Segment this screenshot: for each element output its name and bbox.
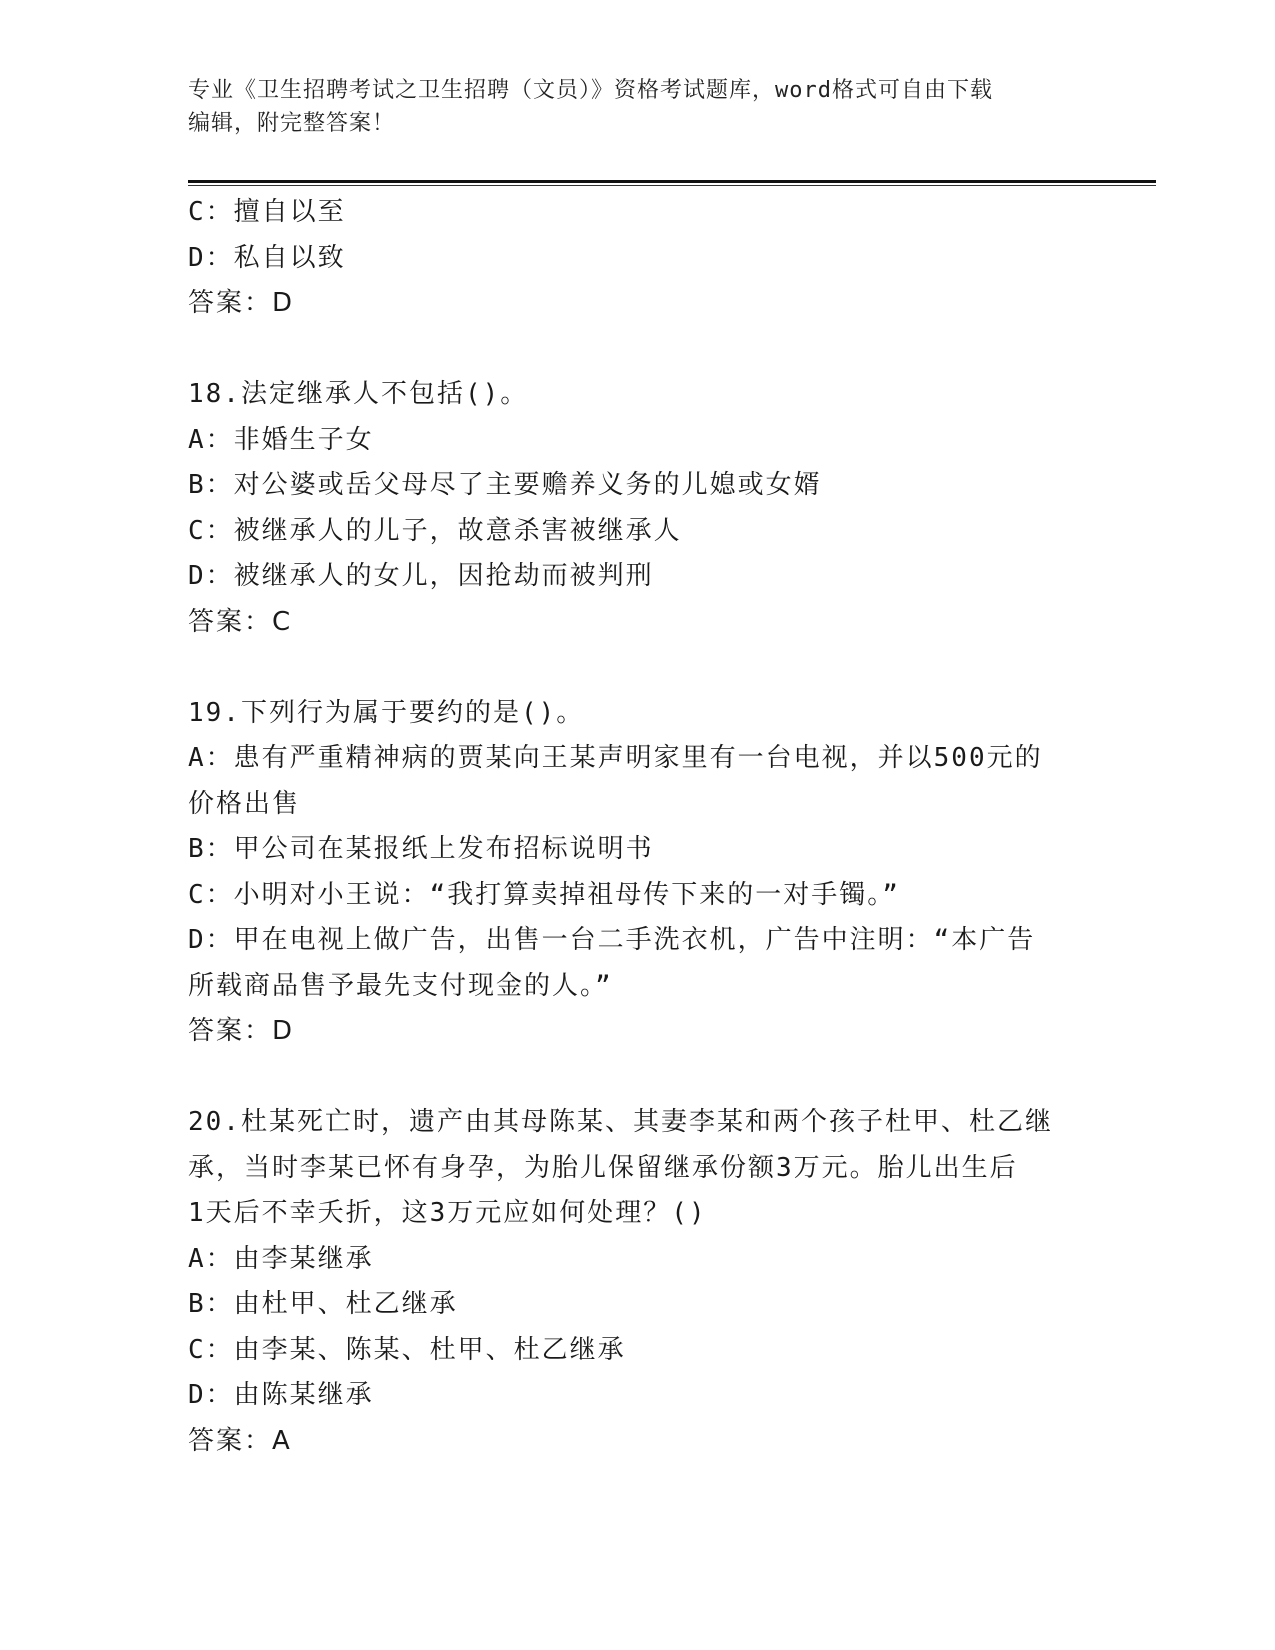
answer-line: 答案：D (188, 288, 295, 318)
option-line: A：非婚生子女 (188, 424, 374, 455)
header-line-2: 编辑，附完整答案！ (188, 111, 396, 136)
question-18 (188, 372, 1078, 645)
option-line: A：由李某继承 (188, 1243, 374, 1274)
answer-line: 答案：D (188, 1016, 295, 1046)
spacer (188, 645, 1078, 691)
spacer (188, 1055, 1078, 1101)
option-line: D：由陈某继承 (188, 1380, 374, 1410)
option-line: B：对公婆或岳父母尽了主要赡养义务的儿媳或女婿 (188, 470, 822, 500)
option-line: 价格出售 (188, 788, 301, 819)
question-stem: 19.下列行为属于要约的是()。 (188, 697, 585, 728)
option-line: D：私自以致 (188, 242, 346, 273)
option-line: 所载商品售予最先支付现金的人。” (188, 970, 613, 1001)
page-header (188, 74, 1088, 140)
question-stem: 1天后不幸夭折，这3万元应如何处理？() (188, 1198, 707, 1228)
option-line: A：患有严重精神病的贾某向王某声明家里有一台电视，并以500元的 (188, 743, 1043, 773)
option-line: D：被继承人的女儿，因抢劫而被判刑 (188, 561, 654, 591)
option-line: B：甲公司在某报纸上发布招标说明书 (188, 834, 654, 864)
answer-line: 答案：C (188, 606, 293, 637)
answer-line: 答案：A (188, 1425, 292, 1456)
question-stem: 18.法定继承人不包括()。 (188, 379, 529, 409)
option-line: C：小明对小王说：“我打算卖掉祖母传下来的一对手镯。” (188, 879, 900, 910)
question-stem: 20.杜某死亡时，遗产由其母陈某、其妻李某和两个孩子杜甲、杜乙继 (188, 1107, 1053, 1137)
document-body (188, 190, 1078, 1464)
option-line: C：被继承人的儿子，故意杀害被继承人 (188, 515, 682, 546)
header-line-1: 专业《卫生招聘考试之卫生招聘（文员）》资格考试题库，word格式可自由下载 (188, 78, 993, 103)
header-rule-thick (188, 180, 1156, 183)
option-line: B：由杜甲、杜乙继承 (188, 1289, 458, 1319)
spacer (188, 327, 1078, 373)
question-17-tail (188, 190, 1078, 327)
option-line: C：由李某、陈某、杜甲、杜乙继承 (188, 1334, 626, 1365)
question-stem: 承，当时李某已怀有身孕，为胎儿保留继承份额3万元。胎儿出生后 (188, 1152, 1018, 1183)
question-20 (188, 1100, 1078, 1464)
option-line: C：擅自以至 (188, 197, 346, 227)
header-rule-thin (188, 185, 1156, 186)
question-19 (188, 691, 1078, 1055)
option-line: D：甲在电视上做广告，出售一台二手洗衣机，广告中注明：“本广告 (188, 925, 1036, 955)
